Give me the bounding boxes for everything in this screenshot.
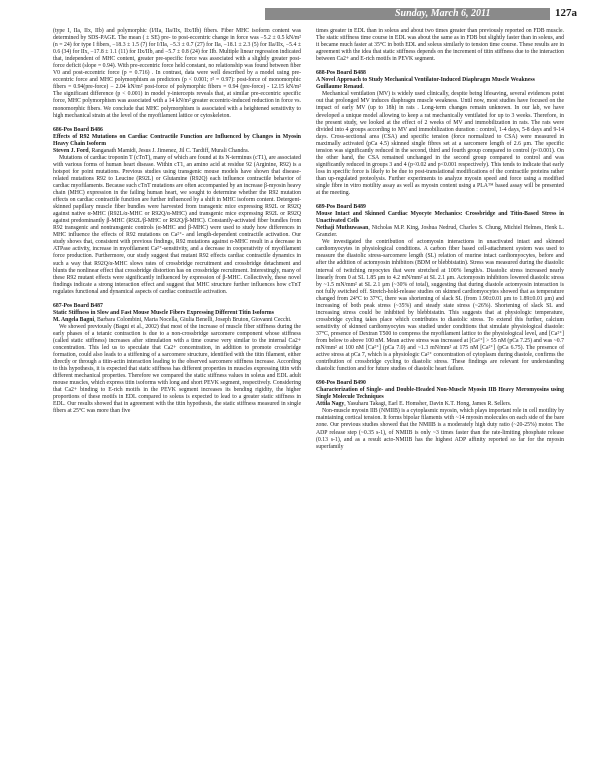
poster-presenter: Steven J. Ford [53,147,89,154]
poster-authors [316,225,564,239]
poster-coauthors: , Barbara Colombini, Marta Nocella, Giulia Benelli, Joseph Bruton, Giovanni Cecchi. [94,316,292,323]
poster-title: Static Stiffness in Slow and Fast Mouse Muscle Fibers Expressing Different Titin Isoforms [53,309,274,316]
right-column [316,28,564,451]
poster-title: A Novel Approach to Study Mechanical Ventilator-Induced Diaphragm Muscle Weakness [316,77,535,84]
poster-coauthors: . [362,84,364,91]
poster-presenter: Guillaume Renaud [316,84,363,91]
poster-id: 686-Pos Board B486 [53,126,103,133]
poster-abstract: Mutations of cardiac troponin T (cTnT), many of which are found at its N-terminus (cT1), are associated with various forms of human heart disease. Within cT1, an amino acid at residue 92 (Arginine, R92) is a hotspot for point mutations. Previous studies using transgenic mouse models have shown that disease-related mutations R92 to Leucine (R92L) or Glutamine (R92Q) each influence contractile behavior of cardiac myofilaments. Because such cTnT mutations are often accompanied by an increase β-myosin heavy chain (MHC) expression in the failing human heart, we sought to determine whether the R92 mutation effects on cardiac contractile function are further influenced by a shift in MHC isoform content. Detergent-skinned papillary muscle fiber bundles were harvested from transgenic mice expressing R92L or R92Q against native α-MHC (R92L/α-MHC or R92Q/α-MHC) and transgenic mice expressing R92L or R92Q against predominantly β-MHC (R92L/β-MHC or R92Q/β-MHC). Constantly-activated fiber bundles from R92 transgenic and nontransgenic controls (α-MHC and β-MHC) were used to study how differences in MHC influence the effects of R92 mutations on Ca²⁺- and length-dependent contractile activation. Our study shows that, consistent with previous findings, R92 mutations against α-MHC result in a decrease in ATPase activity, increase in myofilament Ca²⁺-sensitivity, and a decrease in cooperativity of myofilament force production. Furthermore, our study suggest that mutant R92 effects cardiac contractile dynamics in such a way that R92Q/α-MHC slows rates of crossbridge recruitment and crossbridge detachment and blunts the nonlinear effect that crossbridge distortion has on crossbridge recruitment. Interestingly, many of these R92 mutant effects were significantly influenced by expression of β-MHC. Collectively, these novel findings indicate a strong interaction effect and suggest that MHC structure further influences how cTnT regulates functional and dynamical aspects of cardiac contractile activation. [53,154,301,295]
poster-687 [53,303,301,416]
poster-690 [316,380,564,450]
poster-689 [316,204,564,373]
poster-presenter: M. Angela Bagni [53,316,95,323]
poster-title: Mouse Intact and Skinned Cardiac Myocyte Mechanics: Crossbridge and Titin-Based Stress in Unactivated Cells [316,211,564,225]
poster-coauthors: , Nicholas M.P. King, Joshua Nedrud, Charles S. Chung, Michiel Helmes, Henk L. Granzier. [316,225,564,239]
poster-coauthors: , Yasuharu Takagi, Earl E. Homsher, Davin K.T. Hong, James R. Sellers. [344,401,512,408]
poster-coauthors: , Ranganath Mamidi, Jesus J. Jimenez, Jil C. Tardiff, Murali Chandra. [88,147,250,154]
poster-abstract: We showed previously (Bagni et al., 2002) that most of the increase of muscle fiber stiffness during the early phases of a tetanic contraction is due to a non-crossbridge sarcomere component whose stiffness (called static stiffness) increases after stimulation with a time course very similar to the internal Ca2+ concentration. This led us to speculate that Ca2+ concentration, in addition to promote crossbridge formation, could also leads to a stiffening of a sarcomere structure, identified with the titin filament, either directly or through a titin-actin interaction leading to the observed sarcomere stiffness increase. According to this hypothesis, it is expected that static stiffness has different properties in muscles expressing titin with different mechanical properties. Therefore we compared the static stiffness values in soleus and EDL adult mouse muscles, which express titin isoforms with long and short PEVK segment, respectively. Considering that Ca2+ binding to E-rich motifs in the PEVK segment increases its bending rigidity, the higher proportions of these motifs in EDL compared to soleus is expected to lead to a greater static stiffness in EDL. Our results showed that in agreement with the titin hypothesis, the static stiffness measured in single fibers at 25°C was more than five [53,323,301,415]
left-column [53,28,301,415]
poster-presenter: Nethaji Muthuwasan [316,225,369,232]
poster-title: Effects of R92 Mutations on Cardiac Contractile Function are Influenced by Changes in Myosin Heavy Chain Isoform [53,133,301,147]
poster-title: Characterization of Single- and Double-Headed Non-Muscle Myosin IIB Heavy Meromyosins using Single Molecule Techniques [316,387,564,401]
poster-id: 690-Pos Board B490 [316,380,366,387]
poster-abstract: Non-muscle myosin IIB (NMIIB) is a cytoplasmic myosin, which plays important role in cell motility by maintaining cortical tension. It forms bipolar filaments with ~14 myosin molecules on each side of the bare zone. Our previous studies showed that the NMIIB is a moderately high duty ratio (~20-25%) motor. The ADP release step (~0.35 s-1), of NMIIB is only ~3 times faster than the rate-limiting phosphate release (0.13 s-1), and as a result acto-NMIIB has the highest ADP affinity reported so far for the myosin superfamily [316,408,564,450]
poster-688 [316,70,564,197]
poster-abstract: Mechanical ventilation (MV) is widely used clinically, despite being lifesaving, several evidences point out that prolonged MV induces diaphragm muscle weakness. Until now, most studies have focused on the impact of early MV (up to 18h) in rats . Long-term changes remain unknown. In our lab, we have developed a unique model allowing to keep a rat mechanically ventilated for up to 3 weeks. Therefore, in the present study, we looked at the effect of 2 weeks of MV and immobilization in rats. The rats were divided into 4 groups according to MV and immobilization duration : control, 1-4 days, 5-8 days and 9-14 days. Cross-sectional area (CSA) and specific tension (force normalized to CSA) were measured in maximally activated (pCa 4.5) skinned single fibres set at a sarcomere length of 2.6 μm. The specific tension was significantly reduced in the second, third and fourth group compared to control (p<0.001). On the other hand, the CSA remained unchanged in the second group compared to control and was significantly reduced in groups 3 and 4 (p<0.02 and p<0.001 respectively). This tends to indicate that early loss in specific force is likely to be due to post-translational modifications of the contractile proteins rather than up-regulated proteolysis. Further experiments to analyze myosin speed and force using a modified single fibre in vitro motility assay as well as myosin content using a PLA™ based assay will be presented at the meeting. [316,91,564,197]
poster-id: 689-Pos Board B489 [316,204,366,211]
page-number: 127a [555,7,577,19]
poster-id: 688-Pos Board B488 [316,70,366,77]
poster-authors [53,148,301,155]
right-continuation: times greater in EDL than in soleus and about two times greater than previously reported on FDB muscle. The static stiffness time course in EDL was about the same as in FDB but slightly faster than in soleus, and it became much faster at 35°C in both EDL and soleus similarly to tension time course. These results are in agreement with the idea that static stiffness depends on the increment of titin stiffness due to the interaction between Ca2+ and E-rich motifs in PEVK segment. [316,28,564,63]
page-header [0,0,600,26]
poster-686 [53,127,301,296]
poster-authors [53,317,301,324]
poster-presenter: Attila Nagy [316,401,345,408]
header-date: Sunday, March 6, 2011 [395,8,491,19]
poster-id: 687-Pos Board B487 [53,302,103,309]
poster-abstract: We investigated the contribution of actomyosin interactions in unactivated intact and skinned cardiomyocytes in physiological conditions. A carbon fiber based cell-attachment system was used to measure the diastolic stress-sarcomere length (SL) relation of murine intact cardiomyocytes, before and after the addition of actomyosin inhibitors (BDM or blebbistatin). Stress was measured during the diastolic interval of twitching myocytes that were stretched at 100% length/s. Diastolic stress increased nearly linearly from 0 at SL 1.85 μm to 4.2 mN/mm² at SL 2.1 μm. Actomyosin inhibitors lowered diastolic stress by ~1.5 mN/mm² at SL 2.1 μm (~30% of total), suggesting that during diastole actomyosin interaction is not fully switched off. Stretch-hold-release studies on skinned cardiomyocytes showed that as temperature changed from 24°C to 37°C, there was shortening of slack SL (from 1.90±0.01 μm to 1.89±0.01 μm) and increasing of both peak stress (~35%) and steady state stress (~26%). Shortening of slack SL and increasing stress could be inhibited by blebbistatin. This suggests that at physiologic temperature, crossbridge cycling takes place which contributes to diastolic stress. To extend this further, calcium sensitivity of skinned cardiomyocytes was studied under conditions that simulate physiological diastole: 37°C, presence of Dextran T500 to compress the myofilament lattice to the physiological level, and [Ca²⁺] from below to above 100 nM. Mean active stress was increased at [Ca²⁺] > 55 nM (pCa 7.25) and was ~0.7 mN/mm² at 100 nM [Ca²⁺] (pCa 7.0) and ~1.3 mN/mm² at 175 nM [Ca²⁺] (pCa 6.75). The presence of active stress at pCa 7, which is a physiologic Ca²⁺ concentration of cytoplasm during diastole, confirms the contribution of crossbridge cycling to diastolic stress. These findings are relevant for understanding diastolic function and for future studies of diastolic heart failure. [316,239,564,373]
left-continuation: (type I, IIa, IIx, IIb) and polymorphic (I/IIa, IIa/IIx, IIx/IIb) fibers. Fiber MHC isoform content was determined by SDS-PAGE. The mean ( ± SE) pre- to post-eccentric change in force was −5.2 ± 0.5 kN/m² (n = 24) for type I fibers, −18.3 ± 1.5 (7) for I/IIa, −5.3 ± 0.7 (27) for IIa, −18.1 ± 2.3 (5) for IIa/IIx, −5.4 ± 0.6 (34) for IIx, −17.8 ± 1.1 (11) for IIx/IIb, and −5.7 ± 0.8 (24) for IIb. Multiple linear regression indicated that, independent of MHC content, greater pre-specific force was associated with a slightly greater post-force deficit (slope = 0.94). With pre-eccentric force held constant, no relationship was found between fiber V0 and post-eccentric force (p = 0.716) . In contrast, data were well described by a model using pre-eccentric force and MHC polymorphism as predictors (p < 0.001; r² = 0.97): post-force of monomorphic fibers = 0.94(pre-force) − 2.04 kN/m² post-force of polymorphic fibers = 0.94 (pre-force) - 12.15 kN/m² The significant difference (p < 0.001) in model y-intercepts reveals that, at similar pre-eccentric specific force, MHC polymorphism was associated with a 14 kN/m² greater eccentric-induced reduction in force vs. monomorphic fibers. We conclude that MHC polymorphism is associated with a heightened sensitivity to high mechanical strain at the level of the myofilament lattice or cytoskeleton. [53,28,301,119]
